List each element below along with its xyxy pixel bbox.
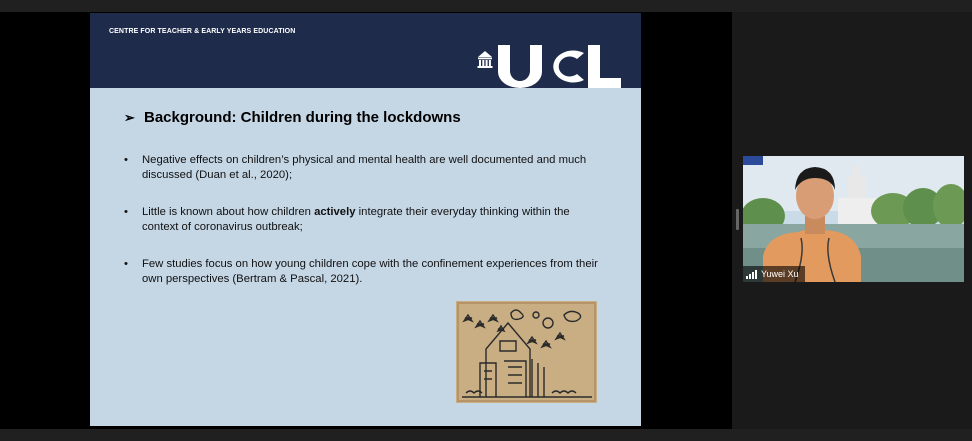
panel-resize-handle[interactable]	[736, 209, 739, 230]
bullet-list	[124, 153, 606, 309]
arrowhead-bullet-icon: ➢	[124, 110, 135, 125]
bullet-item: • Few studies focus on how young children cope with the confinement experiences from their own perspectives (Bertram & Pascal, 2021).	[124, 258, 598, 285]
bullet-emphasis: actively	[314, 206, 356, 218]
slide-header-band	[90, 13, 641, 88]
meeting-bottom-bar	[0, 429, 972, 441]
participant-video-feed	[743, 156, 964, 282]
presentation-slide	[90, 13, 641, 426]
signal-strength-icon	[746, 269, 757, 279]
participant-video-tile[interactable]	[743, 156, 964, 282]
slide-title	[124, 109, 461, 126]
ucl-logo-text: UCL	[476, 45, 479, 46]
ucl-logo	[476, 45, 621, 88]
bullet-dot-icon: •	[124, 258, 128, 270]
bullet-item: • Little is known about how children actively integrate their everyday thinking within the context of coronavirus outbreak;	[124, 206, 570, 233]
bullet-dot-icon: •	[124, 154, 128, 166]
meeting-top-bar	[0, 0, 972, 12]
child-drawing-image	[456, 301, 597, 403]
participant-name-bar	[743, 266, 805, 282]
ucl-portico-icon	[478, 51, 493, 68]
slide-title-text: Background: Children during the lockdowns	[144, 109, 461, 126]
centre-name: CENTRE FOR TEACHER & EARLY YEARS EDUCATION	[109, 28, 296, 35]
bullet-item: • Negative effects on children’s physical and mental health are well documented and much discussed (Duan et al., 2020);	[124, 154, 587, 181]
bullet-dot-icon: •	[124, 206, 128, 218]
participant-name: Yuwei Xu	[761, 269, 799, 279]
